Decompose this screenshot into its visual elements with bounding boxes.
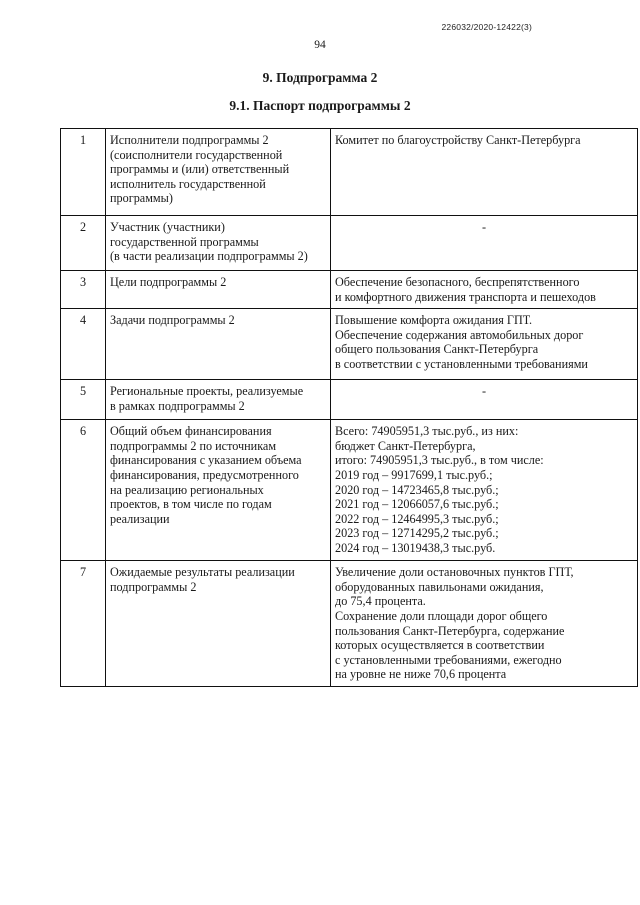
parameter-value-line: бюджет Санкт-Петербурга, xyxy=(335,438,476,453)
parameter-value-line: 2023 год – 12714295,2 тыс.руб.; xyxy=(335,526,499,541)
section-title: 9. Подпрограмма 2 xyxy=(262,70,378,85)
parameter-value-line: итого: 74905951,3 тыс.руб., в том числе: xyxy=(335,453,544,468)
parameter-value-line: с установленными требованиями, ежегодно xyxy=(335,652,562,667)
parameter-name-line: Региональные проекты, реализуемые xyxy=(110,384,304,399)
parameter-name-line: Исполнители подпрограммы 2 xyxy=(110,133,269,147)
parameter-value-line: 2022 год – 12464995,3 тыс.руб.; xyxy=(335,511,499,526)
table-row xyxy=(61,216,638,271)
parameter-name-line: Ожидаемые результаты реализации xyxy=(110,565,295,580)
parameter-value-line: - xyxy=(481,220,487,234)
table-row xyxy=(61,561,638,687)
row-number: 1 xyxy=(61,129,106,216)
parameter-value-line: Сохранение доли площади дорог общего xyxy=(335,608,548,623)
row-parameter-name xyxy=(106,271,331,309)
parameter-value-line: 2019 год – 9917699,1 тыс.руб.; xyxy=(335,467,493,482)
parameter-value-line: общего пользования Санкт-Петербурга xyxy=(335,342,539,357)
parameter-name-line: Участник (участники) xyxy=(110,220,225,234)
parameter-value-line: которых осуществляется в соответствии xyxy=(335,638,545,653)
parameter-value-line: 2021 год – 12066057,6 тыс.руб.; xyxy=(335,497,499,512)
parameter-value-line: пользования Санкт-Петербурга, содержание xyxy=(335,623,565,638)
parameter-name-line: финансирования с указанием объема xyxy=(110,453,302,468)
row-number: 5 xyxy=(61,380,106,420)
parameter-name-line: программы) xyxy=(110,191,173,206)
parameter-name-line: Общий объем финансирования xyxy=(110,424,272,439)
parameter-value-line: Увеличение доли остановочных пунктов ГПТ, xyxy=(335,565,574,580)
table-row xyxy=(61,271,638,309)
passport-table xyxy=(60,128,638,687)
parameter-name-line: подпрограммы 2 по источникам xyxy=(110,438,277,453)
row-parameter-name xyxy=(106,420,331,561)
parameter-value-line: - xyxy=(481,384,487,399)
table-row xyxy=(61,309,638,380)
row-parameter-value xyxy=(331,380,638,420)
parameter-name-line: государственной программы xyxy=(110,234,259,249)
parameter-value-line: Повышение комфорта ожидания ГПТ. xyxy=(335,313,533,328)
table-row xyxy=(61,129,638,216)
row-parameter-name xyxy=(106,309,331,380)
passport-table-body xyxy=(61,129,638,687)
subsection-title: 9.1. Паспорт подпрограммы 2 xyxy=(229,98,411,113)
parameter-value-line: Комитет по благоустройству Санкт-Петербурга xyxy=(335,133,581,147)
row-parameter-name xyxy=(106,561,331,687)
parameter-name-line: Цели подпрограммы 2 xyxy=(110,275,227,289)
parameter-value-line: Всего: 74905951,3 тыс.руб., из них: xyxy=(335,424,519,439)
page-number: 94 xyxy=(314,39,326,51)
table-row xyxy=(61,420,638,561)
parameter-name-line: на реализацию региональных xyxy=(110,482,264,497)
parameter-name-line: (в части реализации подпрограммы 2) xyxy=(110,249,308,264)
parameter-value-line: 2020 год – 14723465,8 тыс.руб.; xyxy=(335,482,499,497)
row-number: 7 xyxy=(61,561,106,687)
parameter-value-line: Обеспечение безопасного, беспрепятственного xyxy=(335,275,580,289)
row-parameter-value xyxy=(331,561,638,687)
row-parameter-name xyxy=(106,216,331,271)
parameter-value-line: Обеспечение содержания автомобильных дорог xyxy=(335,327,584,342)
parameter-value-line: оборудованных павильонами ожидания, xyxy=(335,579,544,594)
parameter-value-line: в соответствии с установленными требованиями xyxy=(335,356,588,371)
row-number: 6 xyxy=(61,420,106,561)
parameter-name-line: в рамках подпрограммы 2 xyxy=(110,398,245,413)
document-id: 226032/2020-12422(3) xyxy=(441,22,532,32)
row-number: 3 xyxy=(61,271,106,309)
parameter-value-line: на уровне не ниже 70,6 процента xyxy=(335,667,507,682)
row-parameter-value xyxy=(331,420,638,561)
parameter-name-line: (соисполнители государственной xyxy=(110,147,283,162)
parameter-name-line: исполнитель государственной xyxy=(110,176,266,191)
table-row xyxy=(61,380,638,420)
parameter-name-line: программы и (или) ответственный xyxy=(110,162,290,177)
parameter-value-line: до 75,4 процента. xyxy=(335,594,426,609)
parameter-name-line: подпрограммы 2 xyxy=(110,579,197,594)
row-parameter-value xyxy=(331,129,638,216)
parameter-name-line: проектов, в том числе по годам xyxy=(110,497,272,512)
row-number: 4 xyxy=(61,309,106,380)
parameter-value-line: 2024 год – 13019438,3 тыс.руб. xyxy=(335,540,496,555)
row-parameter-name xyxy=(106,129,331,216)
parameter-name-line: реализации xyxy=(110,511,170,526)
parameter-name-line: финансирования, предусмотренного xyxy=(110,467,299,482)
row-parameter-value xyxy=(331,271,638,309)
parameter-name-line: Задачи подпрограммы 2 xyxy=(110,313,235,328)
parameter-value-line: и комфортного движения транспорта и пешеходов xyxy=(335,289,596,304)
row-parameter-value xyxy=(331,216,638,271)
row-parameter-name xyxy=(106,380,331,420)
row-number: 2 xyxy=(61,216,106,271)
row-parameter-value xyxy=(331,309,638,380)
